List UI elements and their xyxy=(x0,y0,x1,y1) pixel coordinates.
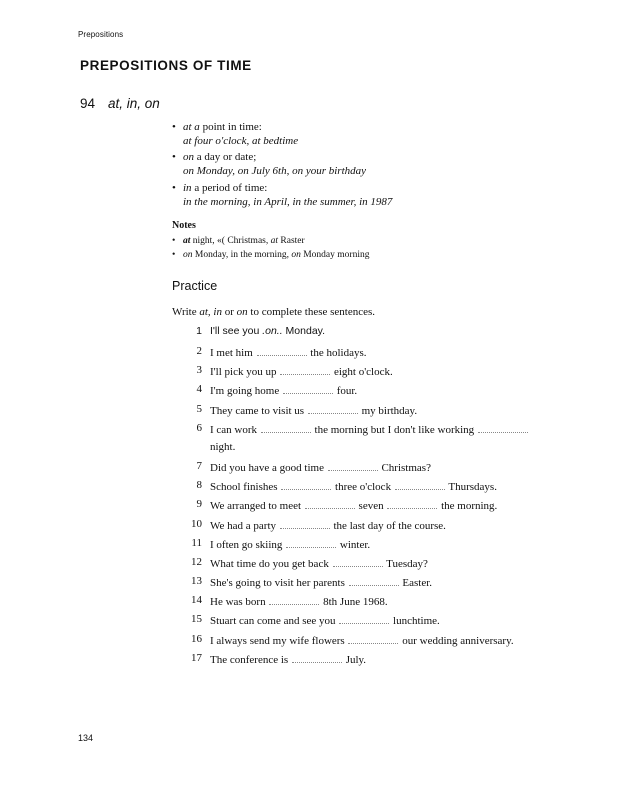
exercise-number: 5 xyxy=(196,403,202,415)
sentence-text: Did you have a good time xyxy=(210,462,327,474)
sentence-text: We arranged to meet xyxy=(210,500,304,512)
answer-blank[interactable] xyxy=(283,383,333,394)
note-preposition: on xyxy=(183,250,193,260)
sentence-text: I often go skiing xyxy=(210,539,286,551)
answer-blank[interactable] xyxy=(257,345,307,356)
instruction-word: on xyxy=(236,306,248,318)
running-head: Prepositions xyxy=(78,30,124,39)
bullet-icon: • xyxy=(172,121,176,133)
rule-example: on Monday, on July 6th, on your birthday xyxy=(183,165,367,177)
page-number: 134 xyxy=(78,733,94,743)
exercise-number: 15 xyxy=(191,613,202,625)
exercise-number: 2 xyxy=(196,345,202,357)
sentence-text: They came to visit us xyxy=(210,405,307,417)
exercise-number: 12 xyxy=(191,556,202,568)
sentence-text: night. xyxy=(210,441,236,453)
sentence-text: The conference is xyxy=(210,654,291,666)
exercise-number: 17 xyxy=(191,652,202,664)
exercise-number: 10 xyxy=(191,518,202,530)
rule-preposition: on xyxy=(183,151,194,163)
answer-blank[interactable] xyxy=(308,403,358,414)
sentence-text: eight o'clock. xyxy=(331,366,393,378)
exercise-number: 6 xyxy=(196,422,202,434)
sentence-text: She's going to visit her parents xyxy=(210,577,348,589)
note-text: Monday morning xyxy=(300,250,370,260)
bullet-icon: • xyxy=(172,151,176,163)
rule-text: a day or date; xyxy=(194,151,257,163)
rule-preposition: at a xyxy=(183,121,200,133)
answer-blank[interactable] xyxy=(328,460,378,471)
sentence-text: July. xyxy=(342,654,367,666)
sentence-text: I always send my wife flowers xyxy=(210,635,348,647)
answer-blank[interactable] xyxy=(395,479,445,490)
sentence-text: Tuesday? xyxy=(383,558,428,570)
instruction-word: in xyxy=(213,306,222,318)
rule-preposition: in xyxy=(183,182,192,194)
answer-blank[interactable] xyxy=(305,498,355,509)
note-preposition: at xyxy=(183,236,191,246)
sentence-text: What time do you get back xyxy=(210,558,332,570)
answer-blank[interactable] xyxy=(281,479,331,490)
sentence-text: Stuart can come and see you xyxy=(210,615,339,627)
instruction-text: or xyxy=(221,306,237,318)
sentence-text: lunchtime. xyxy=(390,615,440,627)
sentence-text: the morning but I don't like working xyxy=(311,424,477,436)
sentence-text: Monday. xyxy=(282,325,326,337)
sentence-text: three o'clock xyxy=(332,481,394,493)
sentence-text: He was born xyxy=(210,596,269,608)
note-text: Raster xyxy=(278,236,305,246)
instruction xyxy=(172,306,375,318)
rule-example: at four o'clock, at bedtime xyxy=(183,135,299,147)
exercise-number: 13 xyxy=(191,575,202,587)
sentence-text: the last day of the course. xyxy=(330,520,446,532)
sentence-text: I met him xyxy=(210,347,256,359)
bullet-icon: • xyxy=(172,250,176,260)
sentence-text: We had a party xyxy=(210,520,279,532)
sentence-text: Christmas? xyxy=(378,462,431,474)
sentence-text: seven xyxy=(355,500,387,512)
page-title: PREPOSITIONS OF TIME xyxy=(80,58,252,73)
answer-blank[interactable] xyxy=(333,556,383,567)
answer-blank[interactable] xyxy=(339,613,389,624)
sentence-text: I'll pick you up xyxy=(210,366,280,378)
exercise-number: 8 xyxy=(196,479,202,491)
unit-title: at, in, on xyxy=(108,96,160,111)
sentence-text: Easter. xyxy=(399,577,433,589)
exercise-number: 3 xyxy=(196,364,202,376)
practice-heading: Practice xyxy=(172,279,218,293)
answer-blank[interactable] xyxy=(261,422,311,433)
rule-example: in the morning, in April, in the summer, in 1987 xyxy=(183,196,393,208)
instruction-word: at, xyxy=(199,306,211,318)
sentence-text: 8th June 1968. xyxy=(320,596,388,608)
exercise-number: 14 xyxy=(191,594,202,606)
rule-text: point in time: xyxy=(199,121,262,133)
answer-blank[interactable] xyxy=(349,575,399,586)
sentence-text: School finishes xyxy=(210,481,281,493)
sentence-text: the morning. xyxy=(438,500,498,512)
sentence-text: my birthday. xyxy=(358,405,418,417)
exercise-number: 16 xyxy=(191,633,202,645)
note-preposition: on xyxy=(291,250,301,260)
answer-blank[interactable] xyxy=(348,633,398,644)
answer-blank[interactable] xyxy=(280,518,330,529)
exercise-number: 11 xyxy=(191,537,202,549)
answer-blank[interactable] xyxy=(478,422,528,433)
answer-blank[interactable] xyxy=(292,652,342,663)
answer-blank[interactable] xyxy=(280,364,330,375)
exercise-number: 4 xyxy=(196,383,202,395)
example-answer: .on.. xyxy=(262,325,283,337)
sentence-text: I'm going home xyxy=(210,385,282,397)
sentence-text: winter. xyxy=(337,539,371,551)
answer-blank[interactable] xyxy=(387,498,437,509)
sentence-text: the holidays. xyxy=(307,347,367,359)
note-text: night, «( Christmas, xyxy=(190,236,271,246)
answer-blank[interactable] xyxy=(286,537,336,548)
sentence-text: our wedding anniversary. xyxy=(399,635,514,647)
bullet-icon: • xyxy=(172,182,176,194)
note-text: Monday, in the morning, xyxy=(192,250,292,260)
instruction-text: Write xyxy=(172,306,200,318)
rule-text: a period of time: xyxy=(191,182,268,194)
sentence-text: four. xyxy=(333,385,358,397)
sentence-text: I can work xyxy=(210,424,260,436)
notes-heading: Notes xyxy=(172,220,196,231)
note-preposition: at xyxy=(270,236,279,246)
sentence-text: I'll see you xyxy=(210,325,263,337)
exercise-number: 7 xyxy=(196,460,202,472)
exercise-number: 9 xyxy=(196,498,202,510)
exercise-number: 1 xyxy=(196,325,202,337)
instruction-text: to complete these sentences. xyxy=(247,306,376,318)
answer-blank[interactable] xyxy=(269,594,319,605)
unit-number: 94 xyxy=(80,96,96,111)
bullet-icon: • xyxy=(172,236,176,246)
sentence-text: Thursdays. xyxy=(445,481,497,493)
